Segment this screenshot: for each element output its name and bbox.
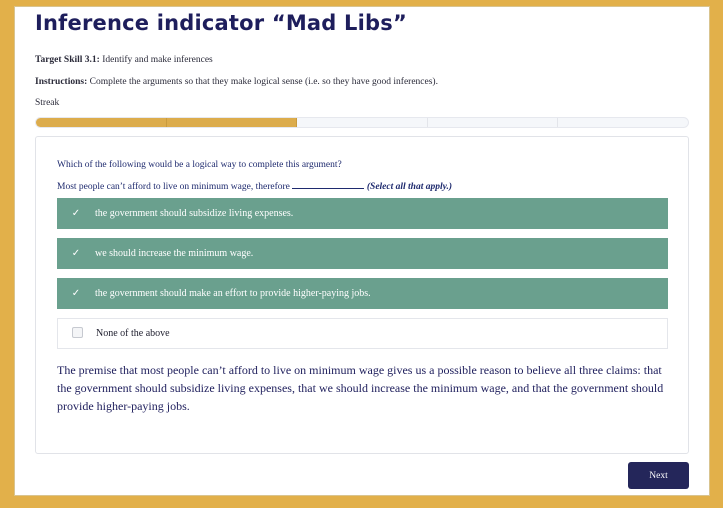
instructions-text: Complete the arguments so that they make logical sense (i.e. so they have good inferences). [87, 77, 438, 87]
check-icon: ✓ [71, 288, 81, 299]
answer-blank [292, 180, 364, 189]
instructions [35, 77, 438, 87]
option-higher-paying-jobs[interactable] [57, 278, 668, 309]
option-subsidize-living-expenses[interactable] [57, 198, 668, 229]
streak-segment [297, 118, 428, 127]
page-title: Inference indicator “Mad Libs” [35, 11, 407, 35]
option-label: the government should make an effort to provide higher-paying jobs. [95, 288, 371, 299]
option-none-of-the-above[interactable] [57, 318, 668, 349]
option-label: we should increase the minimum wage. [95, 248, 254, 259]
streak-label: Streak [35, 98, 60, 108]
instructions-label: Instructions: [35, 77, 88, 87]
target-skill-text: Identify and make inferences [99, 55, 213, 65]
streak-segment [167, 118, 298, 127]
check-icon: ✓ [71, 208, 81, 219]
next-button[interactable]: Next [628, 462, 689, 489]
question-stem-text: Most people can’t afford to live on minimum wage, therefore [57, 182, 290, 192]
streak-progress-bar [35, 117, 689, 128]
select-all-hint: (Select all that apply.) [366, 182, 453, 192]
question-prompt: Which of the following would be a logical way to complete this argument? [57, 160, 342, 170]
option-increase-minimum-wage[interactable] [57, 238, 668, 269]
main-card [14, 6, 710, 496]
option-label: None of the above [96, 328, 170, 339]
check-icon: ✓ [71, 248, 81, 259]
answer-explanation: The premise that most people can’t afford to live on minimum wage gives us a possible reason to believe all three claims: that the government should subsidize living expenses, that we should increase the minimum wage, and that the government should provide higher-paying jobs. [57, 363, 664, 413]
streak-segment [36, 118, 167, 127]
target-skill-label: Target Skill 3.1: [35, 55, 100, 65]
streak-segment [558, 118, 688, 127]
option-label: the government should subsidize living expenses. [95, 208, 294, 219]
streak-segment [428, 118, 559, 127]
question-box [35, 136, 689, 454]
question-stem [57, 180, 452, 192]
target-skill [35, 55, 213, 65]
checkbox-icon [58, 327, 96, 341]
